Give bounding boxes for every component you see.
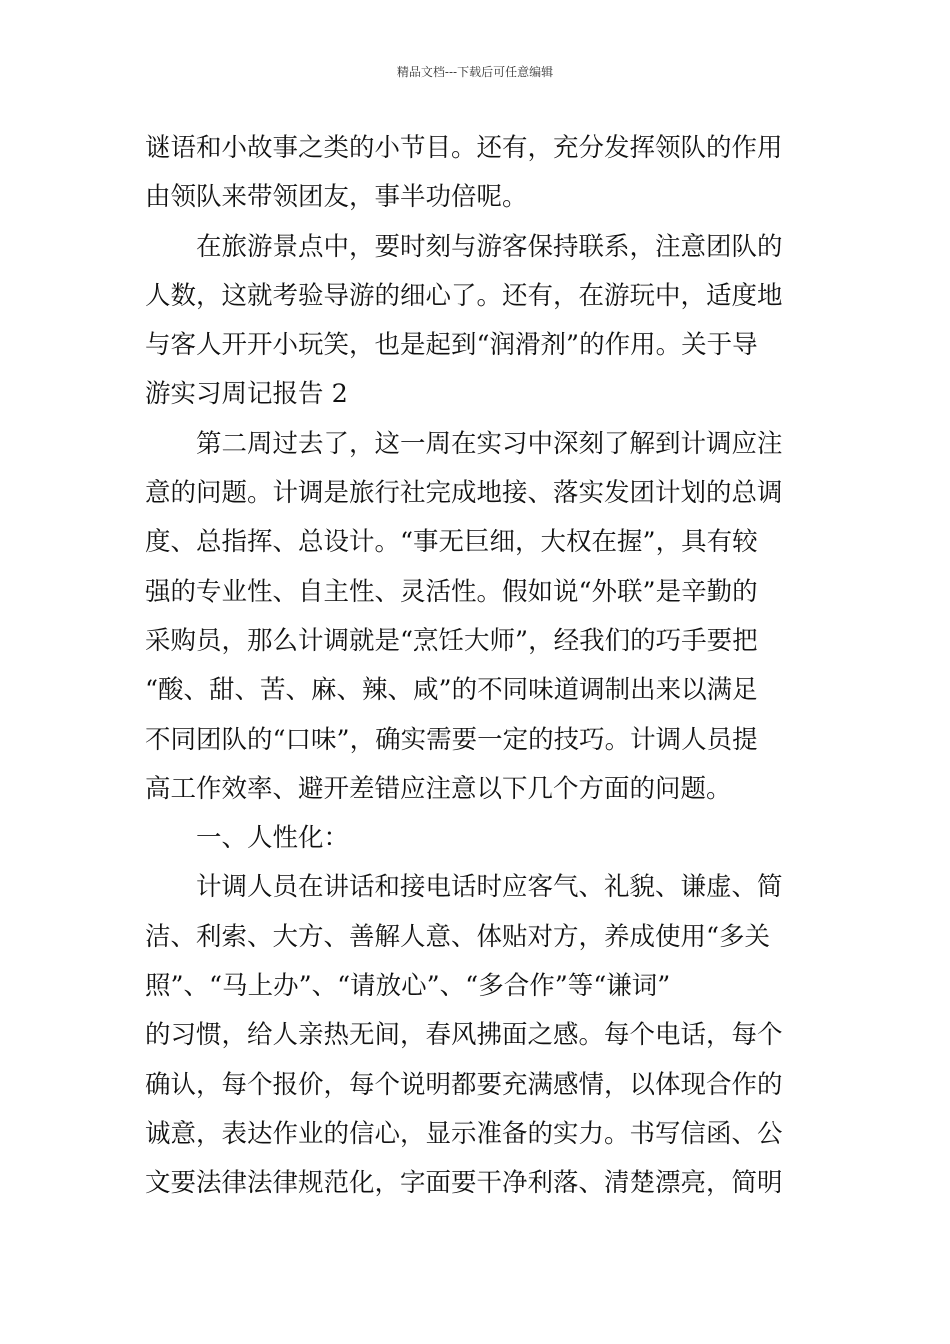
text-line: 确认，每个报价，每个说明都要充满感情，以体现合作的 xyxy=(145,1069,783,1100)
page-header: 精品文档---下载后可任意编辑 xyxy=(396,65,554,79)
text-line: 在旅游景点中，要时刻与游客保持联系，注意团队的 xyxy=(145,231,783,262)
text-line: 照”、“马上办”、“请放心”、“多合作”等“谦词” xyxy=(145,971,671,1002)
text-line: 意的问题。计调是旅行社完成地接、落实发团计划的总调 xyxy=(145,478,783,509)
section-heading: 一、人性化： xyxy=(145,823,350,854)
text-line: 采购员，那么计调就是“烹饪大师”，经我们的巧手要把 xyxy=(145,625,758,656)
text-line: 计调人员在讲话和接电话时应客气、礼貌、谦虚、简 xyxy=(145,872,783,903)
text-line: 游实习周记报告 2 xyxy=(145,379,348,410)
text-line: 与客人开开小玩笑，也是起到“润滑剂”的作用。关于导 xyxy=(145,330,758,361)
text-line: “酸、甜、苦、麻、辣、咸”的不同味道调制出来以满足 xyxy=(145,675,758,706)
text-line: 由领队来带领团友，事半功倍呢。 xyxy=(145,182,528,213)
text-line: 诚意，表达作业的信心，显示准备的实力。书写信函、公 xyxy=(145,1118,783,1149)
text-line: 高工作效率、避开差错应注意以下几个方面的问题。 xyxy=(145,773,732,804)
text-line: 洁、利索、大方、善解人意、体贴对方，养成使用“多关 xyxy=(145,921,771,952)
text-line: 文要法律法律规范化，字面要干净利落、清楚漂亮，简明 xyxy=(145,1168,783,1199)
text-line: 人数，这就考验导游的细心了。还有，在游玩中，适度地 xyxy=(145,280,783,311)
document-body xyxy=(145,124,807,1209)
text-line: 强的专业性、自主性、灵活性。假如说“外联”是辛勤的 xyxy=(145,576,758,607)
text-line: 谜语和小故事之类的小节目。还有，充分发挥领队的作用 xyxy=(145,133,783,163)
text-line: 的习惯，给人亲热无间，春风拂面之感。每个电话，每个 xyxy=(145,1020,783,1051)
text-line: 度、总指挥、总设计。“事无巨细，大权在握”，具有较 xyxy=(145,527,758,558)
text-line: 第二周过去了，这一周在实习中深刻了解到计调应注 xyxy=(145,428,783,459)
text-line: 不同团队的“口味”，确实需要一定的技巧。计调人员提 xyxy=(145,724,758,755)
